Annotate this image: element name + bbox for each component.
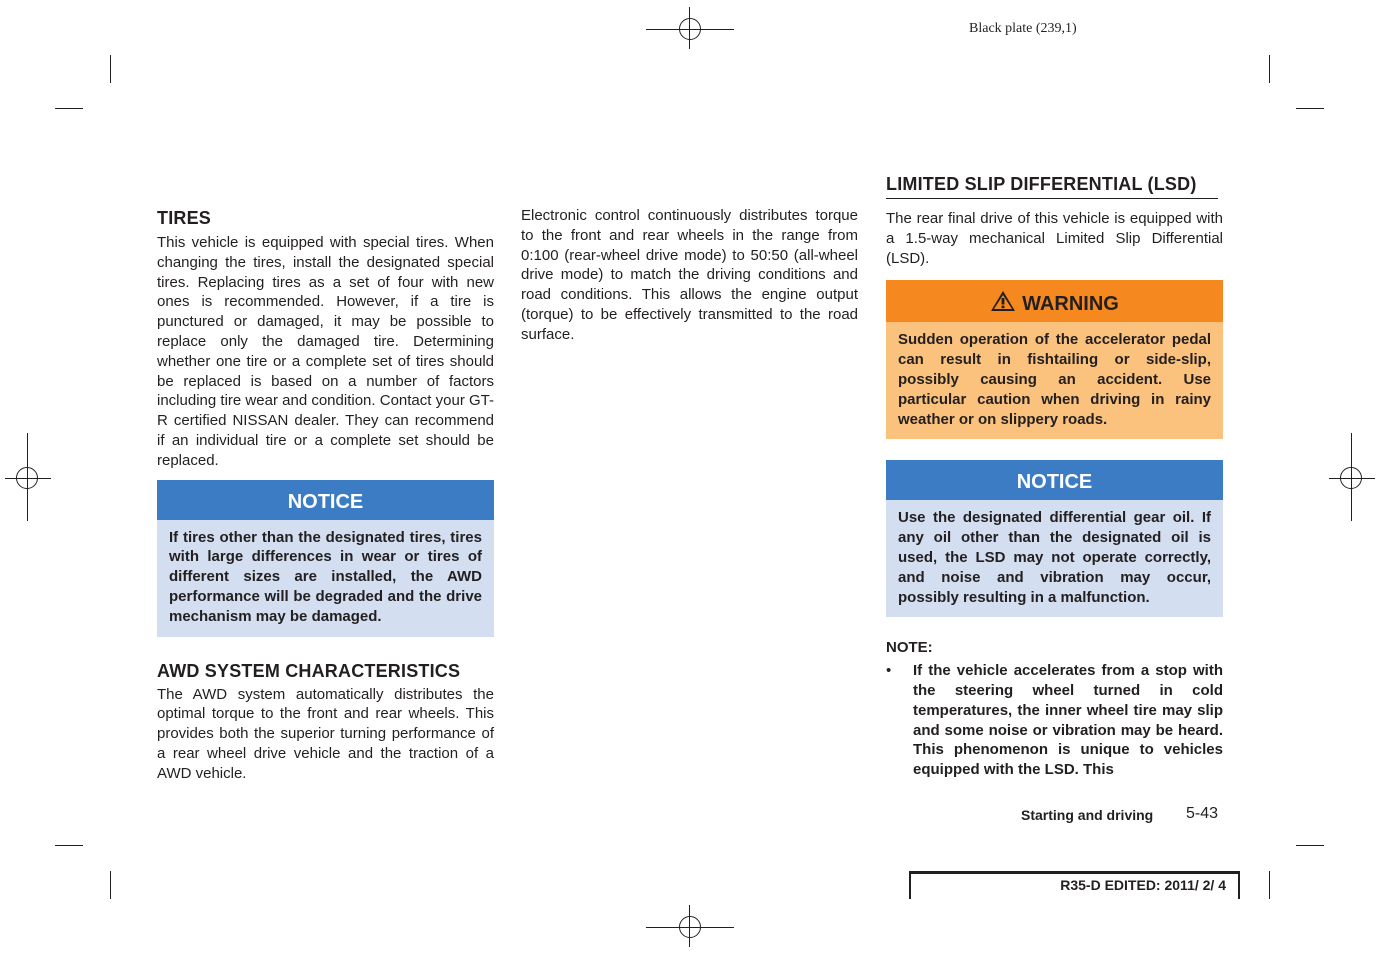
footer-section: Starting and driving: [1021, 807, 1154, 823]
lsd-paragraph: The rear final drive of this vehicle is equipped with a 1.5-way mechanical Limited Slip Differential (LSD).: [886, 210, 1223, 267]
notice-title: NOTICE: [157, 480, 494, 520]
note-label: NOTE:: [886, 639, 933, 657]
heading-underline: [886, 198, 1218, 199]
edited-stamp: [909, 871, 1240, 899]
tires-heading: TIRES: [157, 208, 212, 228]
note-bullet-item: [886, 661, 1223, 780]
warning-triangle-icon: [990, 282, 1016, 330]
note-bullet-text: If the vehicle accelerates from a stop with the steering wheel turned in cold temperatures, the inner wheel tire may slip and some noise or vibration may be heard. This phenomenon is unique to vehicles equipped with the LSD. This: [913, 662, 1223, 779]
warning-box: [886, 280, 1223, 439]
middle-column: [521, 206, 858, 345]
tires-notice-box: [157, 480, 494, 637]
tires-paragraph: This vehicle is equipped with special tires. When changing the tires, install the designated special tires. Replacing tires as a set of four with new ones is recommended. However, if a tire is punctured or damaged, it may be possible to replace only the damaged tire. Determining whether one tire or a complete set of tires should be replaced is based on a number of factors including tire wear and condition. Contact your GT-R certified NISSAN dealer. They can recommend if an individual tire or a complete set should be replaced.: [157, 234, 494, 469]
page-number: 5-43: [1186, 805, 1219, 822]
notice-title: NOTICE: [886, 460, 1223, 500]
awd-paragraph: The AWD system automatically distributes the optimal torque to the front and rear wheels. This provides both the superior turning performance of a rear wheel drive vehicle and the traction of a AWD vehicle.: [157, 685, 494, 782]
notice-text: If tires other than the designated tires, tires with large differences in wear or tires of different sizes are installed, the AWD performance will be degraded and the drive mechanism may be damaged.: [169, 528, 482, 625]
edited-text: R35-D EDITED: 2011/ 2/ 4: [1060, 877, 1226, 893]
torque-paragraph: Electronic control continuously distributes torque to the front and rear wheels in the range from 0:100 (rear-wheel drive mode) to 50:50 (all-wheel drive mode) to match the driving conditions and road conditions. This allows the engine output (torque) to be effectively transmitted to the road surface.: [521, 207, 858, 343]
awd-heading: AWD SYSTEM CHARACTERISTICS: [157, 660, 461, 681]
left-column: [157, 207, 494, 784]
lsd-heading: LIMITED SLIP DIFFERENTIAL (LSD): [886, 174, 1197, 194]
bullet-icon: •: [886, 662, 892, 680]
warning-header: [886, 280, 1223, 322]
right-column: [886, 173, 1223, 780]
plate-label: Black plate (239,1): [969, 21, 1077, 36]
warning-text: Sudden operation of the accelerator pedal can result in fishtailing or side-slip, possibly causing an accident. Use particular caution when driving in rainy weather or on slippery roads.: [898, 331, 1211, 428]
notice-text: Use the designated differential gear oil. If any oil other than the designated oil is used, the LSD may not operate correctly, and noise and vibration may occur, possibly resulting in a malfunction.: [898, 509, 1211, 606]
lsd-notice-box: [886, 460, 1223, 617]
warning-title: WARNING: [1022, 293, 1119, 316]
